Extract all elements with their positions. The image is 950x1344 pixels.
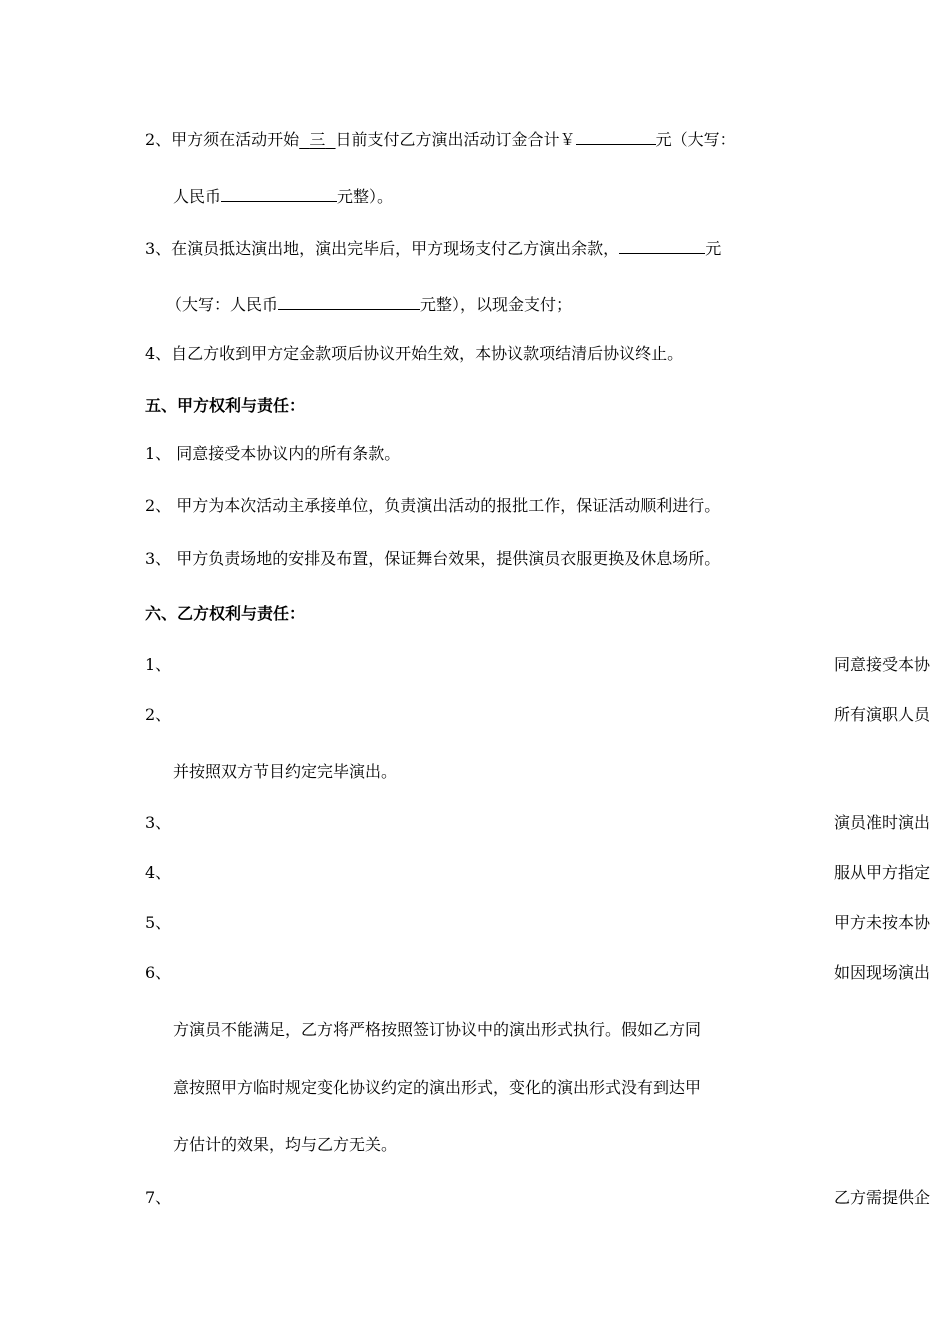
deposit-amount-blank[interactable] xyxy=(576,126,656,145)
section6-item-6-continuation-1: 方演员不能满足，乙方将严格按照签订协议中的演出形式执行。假如乙方同 xyxy=(173,1020,702,1039)
section6-item-3-number: 3、 xyxy=(145,813,172,832)
section6-item-1-text: 同意接受本协 xyxy=(834,655,931,674)
section6-item-6-continuation-2: 意按照甲方临时规定变化协议约定的演出形式，变化的演出形式没有到达甲 xyxy=(173,1078,702,1097)
deposit-days-text: 三 xyxy=(309,130,326,149)
deposit-days-value xyxy=(299,130,335,149)
section6-item-6-text: 如因现场演出 xyxy=(834,963,931,982)
payment-deposit-middle: 日前支付乙方演出活动订金合计￥ xyxy=(335,130,576,149)
balance-amount-blank[interactable] xyxy=(619,235,705,254)
deposit-capital-suffix: 元整）。 xyxy=(337,187,394,206)
section6-heading: 六、乙方权利与责任： xyxy=(145,604,306,623)
section6-item-5-text: 甲方未按本协 xyxy=(834,913,931,932)
deposit-capital-blank[interactable] xyxy=(221,183,337,202)
section6-item-4-text: 服从甲方指定 xyxy=(834,863,931,882)
deposit-capital-prefix: 人民币 xyxy=(173,187,222,206)
section6-item-7-text: 乙方需提供企 xyxy=(834,1188,931,1207)
payment-balance-capital-line xyxy=(166,291,572,315)
section5-item-3: 3、 甲方负责场地的安排及布置，保证舞台效果，提供演员衣服更换及休息场所。 xyxy=(145,549,721,568)
payment-deposit-capital-line xyxy=(173,183,393,207)
payment-deposit-suffix: 元（大写： xyxy=(655,130,736,149)
section5-item-2: 2、 甲方为本次活动主承接单位，负责演出活动的报批工作，保证活动顺利进行。 xyxy=(145,496,721,515)
section6-item-1-number: 1、 xyxy=(145,655,172,674)
payment-balance-prefix: 3、在演员抵达演出地，演出完毕后，甲方现场支付乙方演出余款， xyxy=(145,239,620,258)
section6-item-2-number: 2、 xyxy=(145,705,172,724)
section6-item-7-number: 7、 xyxy=(145,1188,172,1207)
section6-item-2-continuation: 并按照双方节目约定完毕演出。 xyxy=(173,762,398,781)
section6-item-6-continuation-3: 方估计的效果，均与乙方无关。 xyxy=(173,1135,398,1154)
payment-deposit-prefix: 2、甲方须在活动开始 xyxy=(145,130,300,149)
payment-balance-suffix: 元 xyxy=(705,239,722,258)
section5-heading: 五、甲方权利与责任： xyxy=(145,396,306,415)
balance-capital-prefix: （大写：人民币 xyxy=(166,295,279,314)
section6-item-5-number: 5、 xyxy=(145,913,172,932)
section5-item-1: 1、 同意接受本协议内的所有条款。 xyxy=(145,444,401,463)
section6-item-6-number: 6、 xyxy=(145,963,172,982)
agreement-effective-line: 4、自乙方收到甲方定金款项后协议开始生效，本协议款项结清后协议终止。 xyxy=(145,344,684,363)
section6-item-4-number: 4、 xyxy=(145,863,172,882)
payment-deposit-line xyxy=(145,126,736,150)
section6-item-2-text: 所有演职人员 xyxy=(834,705,931,724)
section6-item-3-text: 演员准时演出 xyxy=(834,813,931,832)
balance-capital-blank[interactable] xyxy=(278,291,420,310)
payment-balance-line xyxy=(145,235,721,259)
balance-capital-suffix: 元整），以现金支付； xyxy=(420,295,573,314)
